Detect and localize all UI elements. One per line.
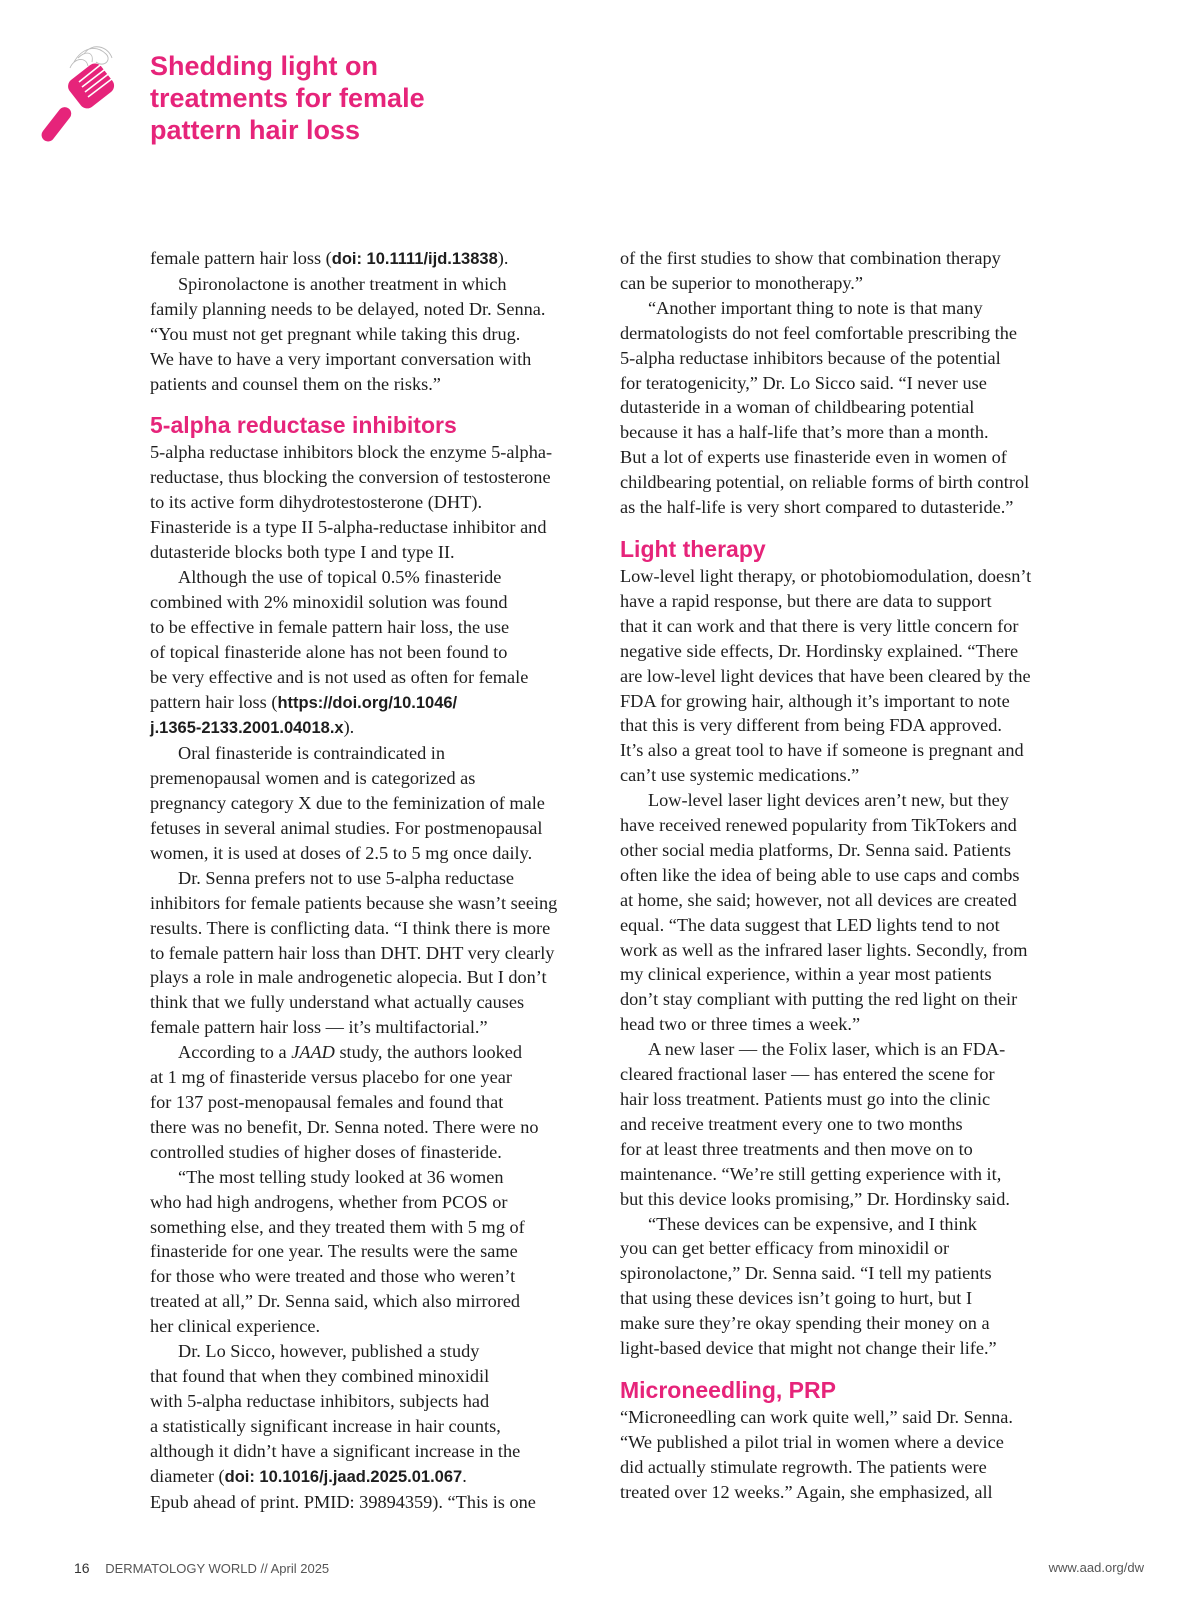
text-line: be very effective and is not used as often for female [150,666,529,687]
text-line: Low-level laser light devices aren’t new, but they [648,790,1009,811]
doi-link[interactable]: doi: 10.1016/j.jaad.2025.01.067 [224,1467,463,1486]
page-footer [74,1560,1144,1576]
text-line: maintenance. “We’re still getting experience with it, [620,1163,1002,1184]
paragraph [150,440,595,565]
text-line: “These devices can be expensive, and I think [648,1213,977,1234]
paragraph [620,1405,1065,1505]
text-line: my clinical experience, within a year most patients [620,964,992,985]
text-line: FDA for growing hair, although it’s important to note [620,690,1010,711]
text-line: hair loss treatment. Patients must go into the clinic [620,1089,991,1109]
text-line: for teratogenicity,” Dr. Lo Sicco said. “I never use [620,372,987,393]
text-line: Spironolactone is another treatment in which [178,273,507,294]
text-line: for those who were treated and those who weren’t [150,1266,516,1287]
title-line: Shedding light on [150,51,378,81]
text-line: other social media platforms, Dr. Senna said. Patients [620,839,1011,860]
text-line [150,1040,595,1065]
text-line: can be superior to monotherapy.” [620,272,863,293]
text-line [150,715,595,741]
text-line: at home, she said; however, not all devices are created [620,889,1017,910]
text-line: Dr. Lo Sicco, however, published a study [178,1341,480,1362]
text-line: premenopausal women and is categorized as [150,768,476,789]
section-heading: Light therapy [620,535,766,562]
text-line: for at least three treatments and then move on to [620,1138,973,1159]
paragraph [150,272,595,397]
text-line: dutasteride blocks both type I and type II. [150,542,455,563]
text-line [150,1464,595,1490]
text-line: finasteride for one year. The results were the same [150,1241,518,1262]
text-span: . [462,1465,467,1486]
text-line: We have to have a very important conversation with [150,348,532,369]
paragraph [620,246,1065,296]
paragraph [150,741,595,866]
text-line: although it didn’t have a significant increase in the [150,1440,521,1461]
text-line: treated over 12 weeks.” Again, she emphasized, all [620,1481,993,1502]
journal-name: JAAD [291,1042,335,1063]
doi-link[interactable]: doi: 10.1111/ijd.13838 [331,250,498,268]
text-line: to its active form dihydrotestosterone (DHT). [150,492,483,513]
text-line: you can get better efficacy from minoxidil or [620,1238,950,1259]
text-line: that using these devices isn’t going to hurt, but I [620,1288,973,1309]
text-line: to female pattern hair loss than DHT. DHT very clearly [150,942,555,963]
text-line: light-based device that might not change their life.” [620,1338,997,1359]
text-line: But a lot of experts use finasteride even in women of [620,447,1007,468]
right-column [620,246,1065,1505]
text-line: “The most telling study looked at 36 women [178,1166,504,1187]
text-line: ). [497,248,509,268]
text-line: Oral finasteride is contraindicated in [178,743,446,764]
hair-comb-icon [34,40,124,150]
text-line: controlled studies of higher doses of finasteride. [150,1141,502,1162]
text-line: Finasteride is a type II 5-alpha-reductase inhibitor and [150,517,547,538]
text-line: Low-level light therapy, or photobiomodulation, doesn’t [620,565,1032,586]
website-link[interactable]: www.aad.org/dw [1048,1560,1144,1575]
text-line: female pattern hair loss ( [150,248,332,268]
text-line: pregnancy category X due to the feminization of male [150,793,545,814]
text-line: that this is very different from being FDA approved. [620,715,1002,736]
text-line: combined with 2% minoxidil solution was found [150,591,508,612]
paragraph [150,1339,595,1514]
text-line: as the half-life is very short compared to dutasteride.” [620,497,1014,518]
text-line: 5-alpha reductase inhibitors because of the potential [620,347,1001,368]
text-line: because it has a half-life that’s more than a month. [620,422,989,443]
text-line: treated at all,” Dr. Senna said, which also mirrored [150,1291,521,1312]
text-line: spironolactone,” Dr. Senna said. “I tell my patients [620,1263,992,1284]
text-line: with 5-alpha reductase inhibitors, subjects had [150,1390,490,1411]
text-line: that it can work and that there is very little concern for [620,615,1019,636]
text-span: According to a [178,1042,292,1063]
left-column [150,246,595,1514]
text-line: dermatologists do not feel comfortable prescribing the [620,322,1017,343]
text-line: “Microneedling can work quite well,” said Dr. Senna. [620,1406,1013,1427]
section-heading: Microneedling, PRP [620,1376,836,1403]
doi-link[interactable]: https://doi.org/10.1046/ [277,693,458,712]
text-line: think that we fully understand what actually causes [150,992,525,1013]
text-line: “We published a pilot trial in women where a device [620,1431,1004,1452]
paragraph [620,788,1065,1037]
text-line [150,690,595,716]
text-line: “You must not get pregnant while taking this drug. [150,323,521,344]
text-line: often like the idea of being able to use caps and combs [620,864,1020,885]
text-line: who had high androgens, whether from PCOS or [150,1191,508,1212]
text-line: fetuses in several animal studies. For postmenopausal [150,818,543,839]
text-span: pattern hair loss ( [150,691,278,712]
section-heading: 5-alpha reductase inhibitors [150,412,457,439]
text-line: but this device looks promising,” Dr. Hordinsky said. [620,1188,1010,1209]
text-line: plays a role in male androgenetic alopecia. But I don’t [150,967,547,988]
text-line: and receive treatment every one to two months [620,1113,963,1134]
text-line: negative side effects, Dr. Hordinsky explained. “There [620,640,1019,661]
text-line: something else, and they treated them with 5 mg of [150,1216,525,1237]
paragraph [150,246,595,272]
text-line: make sure they’re okay spending their money on a [620,1313,990,1334]
text-line: cleared fractional laser — has entered the scene for [620,1064,995,1085]
text-line: don’t stay compliant with putting the red light on their [620,989,1018,1010]
text-span: ). [343,717,355,738]
text-line: head two or three times a week.” [620,1014,861,1035]
text-span: diameter ( [150,1465,225,1486]
text-line: to be effective in female pattern hair loss, the use [150,616,510,637]
text-line: childbearing potential, on reliable forms of birth control [620,472,1030,493]
text-line: patients and counsel them on the risks.” [150,373,441,394]
text-line: It’s also a great tool to have if someone is pregnant and [620,740,1024,761]
paragraph [150,866,595,1040]
text-span: study, the authors looked [334,1042,523,1063]
paragraph [150,1040,595,1165]
text-line: Dr. Senna prefers not to use 5-alpha reductase [178,867,515,888]
text-line: there was no benefit, Dr. Senna noted. There were no [150,1116,539,1137]
paragraph [150,1165,595,1339]
article-title [150,50,425,146]
paragraph [620,564,1065,788]
text-line: equal. “The data suggest that LED lights tend to not [620,914,1000,935]
text-line: reductase, thus blocking the conversion of testosterone [150,467,551,488]
text-line: results. There is conflicting data. “I think there is more [150,917,551,938]
doi-link[interactable]: j.1365-2133.2001.04018.x [150,719,344,738]
paragraph [150,565,595,741]
text-line: Although the use of topical 0.5% finasteride [178,566,502,587]
paragraph [620,1037,1065,1211]
text-line: of the first studies to show that combination therapy [620,248,1001,268]
text-line: that found that when they combined minoxidil [150,1365,490,1386]
publication-name: DERMATOLOGY WORLD // April 2025 [105,1561,330,1576]
text-line: have received renewed popularity from TikTokers and [620,815,1017,836]
text-line: women, it is used at doses of 2.5 to 5 mg once daily. [150,842,533,863]
text-line: 5-alpha reductase inhibitors block the enzyme 5-alpha- [150,442,553,463]
text-line: family planning needs to be delayed, noted Dr. Senna. [150,298,546,319]
page-number: 16 [74,1560,90,1576]
text-line: at 1 mg of finasteride versus placebo for one year [150,1067,512,1088]
text-line: can’t use systemic medications.” [620,765,860,786]
text-line: have a rapid response, but there are data to support [620,590,992,611]
text-line: dutasteride in a woman of childbearing potential [620,397,975,418]
title-line: treatments for female [150,83,425,113]
text-line: did actually stimulate regrowth. The patients were [620,1456,987,1477]
text-line: inhibitors for female patients because she wasn’t seeing [150,892,558,913]
text-line: Epub ahead of print. PMID: 39894359). “This is one [150,1491,536,1512]
text-line: her clinical experience. [150,1316,321,1337]
text-line: A new laser — the Folix laser, which is an FDA- [648,1039,1006,1060]
text-line: for 137 post-menopausal females and found that [150,1092,504,1112]
title-line: pattern hair loss [150,115,361,145]
text-line: of topical finasteride alone has not been found to [150,641,508,662]
paragraph [620,296,1065,520]
text-line: “Another important thing to note is that many [648,297,983,318]
text-line: are low-level light devices that have been cleared by the [620,665,1031,686]
text-line: female pattern hair loss — it’s multifactorial.” [150,1017,488,1038]
text-line: a statistically significant increase in hair counts, [150,1415,501,1436]
text-line: work as well as the infrared laser lights. Secondly, from [620,939,1028,960]
paragraph [620,1212,1065,1361]
